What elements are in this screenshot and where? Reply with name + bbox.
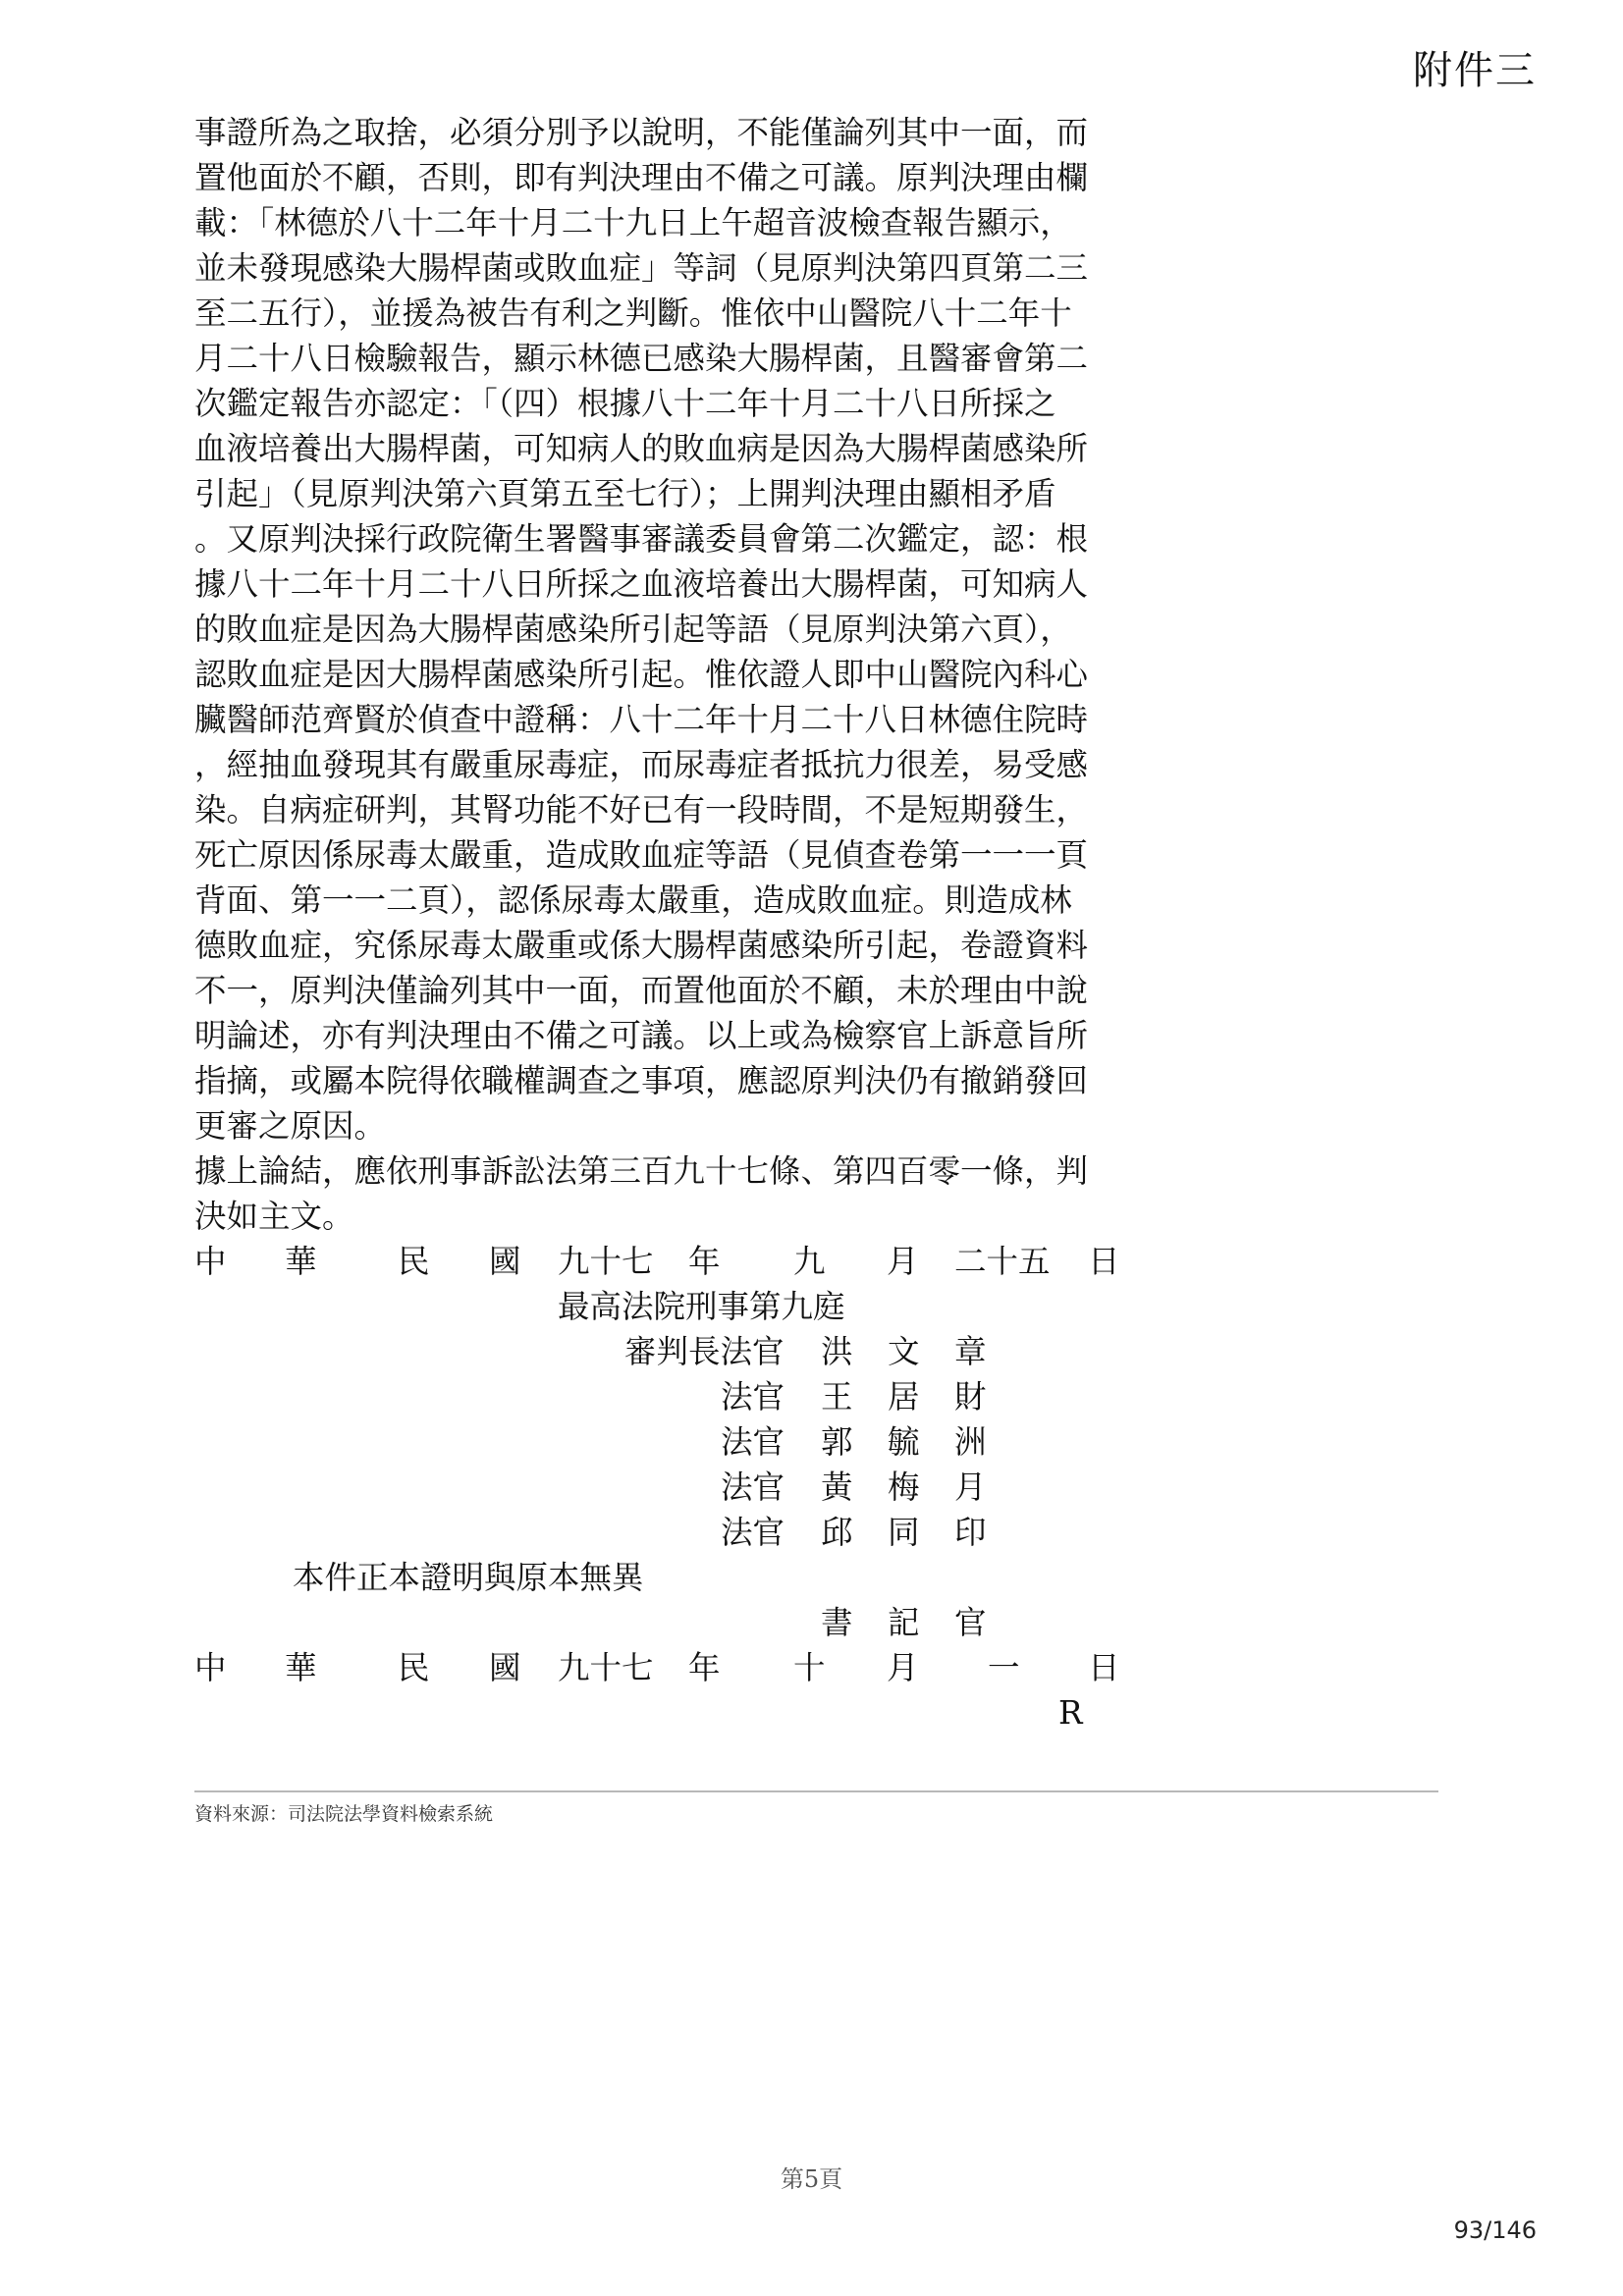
text-line: 至二五行），並援為被告有利之判斷。惟依中山醫院八十二年十	[194, 294, 1072, 332]
text-line: 不一，原判決僅論列其中一面，而置他面於不顧，未於理由中說	[194, 972, 1089, 1009]
date1-char: 國	[489, 1243, 521, 1280]
judge-name-char: 財	[954, 1378, 987, 1415]
text-line: 認敗血症是因大腸桿菌感染所引起。惟依證人即中山醫院內科心	[194, 656, 1089, 693]
clerk-char: 官	[954, 1604, 987, 1641]
judge-name-char: 同	[888, 1514, 920, 1551]
date1-month: 九	[793, 1243, 826, 1280]
judgment-body	[194, 110, 1122, 1735]
date1-day: 二十五	[954, 1243, 1051, 1280]
text-line: 明論述，亦有判決理由不備之可議。以上或為檢察官上訴意旨所	[194, 1017, 1089, 1054]
footer-divider	[194, 1790, 1438, 1792]
date1-char: 日	[1088, 1243, 1120, 1280]
source-note: 資料來源：司法院法學資料檢索系統	[194, 1803, 494, 1825]
judge-name-char: 印	[954, 1514, 987, 1551]
text-line: 死亡原因係尿毒太嚴重，造成敗血症等語（見偵查卷第一一一頁	[194, 836, 1089, 874]
date1-char: 中	[194, 1243, 227, 1280]
certification-line	[194, 1555, 1122, 1600]
mark-letter: R	[1058, 1694, 1083, 1732]
judgment-text	[194, 110, 1122, 1239]
date2-year: 九十七	[558, 1649, 654, 1686]
text-line: 。又原判決採行政院衛生署醫事審議委員會第二次鑑定，認：根	[194, 520, 1089, 558]
text-line: 血液培養出大腸桿菌，可知病人的敗血病是因為大腸桿菌感染所	[194, 430, 1089, 467]
certification-text: 本件正本證明與原本無異	[293, 1559, 644, 1596]
judge-title: 法官	[721, 1468, 785, 1506]
page-label: 第5頁	[780, 2165, 843, 2193]
date1-char: 月	[887, 1243, 919, 1280]
date1-char: 華	[285, 1243, 317, 1280]
clerk-char: 書	[821, 1604, 853, 1641]
text-line: 載：「林德於八十二年十月二十九日上午超音波檢查報告顯示，	[194, 204, 1072, 241]
judge-name-char: 郭	[821, 1423, 853, 1461]
judge-title: 法官	[721, 1514, 785, 1551]
text-line: 染。自病症研判，其腎功能不好已有一段時間，不是短期發生，	[194, 791, 1089, 828]
judge-name-char: 章	[954, 1333, 987, 1370]
court-line	[194, 1284, 1122, 1329]
judge-name-char: 月	[954, 1468, 987, 1506]
judge-name-char: 黃	[821, 1468, 853, 1506]
mark-line	[194, 1690, 1122, 1735]
text-line: 據八十二年十月二十八日所採之血液培養出大腸桿菌，可知病人	[194, 565, 1089, 603]
court-name: 最高法院刑事第九庭	[558, 1288, 845, 1325]
date1-year: 九十七	[558, 1243, 654, 1280]
date2-char: 日	[1088, 1649, 1120, 1686]
text-line: 背面、第一一二頁），認係尿毒太嚴重，造成敗血症。則造成林	[194, 881, 1072, 919]
text-line: 次鑑定報告亦認定：「（四）根據八十二年十月二十八日所採之	[194, 385, 1056, 422]
judge-name-char: 居	[888, 1378, 920, 1415]
text-line: 事證所為之取捨，必須分別予以說明，不能僅論列其中一面，而	[194, 114, 1089, 151]
date2-char: 中	[194, 1649, 227, 1686]
date1-char: 年	[688, 1243, 721, 1280]
date2-char: 月	[887, 1649, 919, 1686]
text-line: 月二十八日檢驗報告，顯示林德已感染大腸桿菌，且醫審會第二	[194, 340, 1089, 377]
judge-row	[194, 1374, 1122, 1419]
text-line: 臟醫師范齊賢於偵查中證稱：八十二年十月二十八日林德住院時	[194, 701, 1089, 738]
judge-title: 審判長法官	[624, 1333, 784, 1370]
judge-name-char: 文	[888, 1333, 920, 1370]
date1-char: 民	[398, 1243, 430, 1280]
date2-char: 民	[398, 1649, 430, 1686]
text-line: 置他面於不顧，否則，即有判決理由不備之可議。原判決理由欄	[194, 159, 1089, 196]
text-line: 引起」（見原判決第六頁第五至七行）；上開判決理由顯相矛盾	[194, 475, 1056, 512]
judge-row	[194, 1419, 1122, 1465]
clerk-line	[194, 1600, 1122, 1645]
text-line: ，經抽血發現其有嚴重尿毒症，而尿毒症者抵抗力很差，易受感	[194, 746, 1089, 783]
date2-day: 一	[988, 1649, 1020, 1686]
page-count: 93/146	[1453, 2216, 1537, 2244]
date2-char: 年	[688, 1649, 721, 1686]
date-line-2	[194, 1645, 1122, 1690]
judge-name-char: 洲	[954, 1423, 987, 1461]
judge-row	[194, 1465, 1122, 1510]
clerk-char: 記	[888, 1604, 920, 1641]
date2-month: 十	[793, 1649, 826, 1686]
text-line: 的敗血症是因為大腸桿菌感染所引起等語（見原判決第六頁），	[194, 611, 1072, 648]
text-line: 指摘，或屬本院得依職權調查之事項，應認原判決仍有撤銷發回	[194, 1062, 1089, 1099]
text-line: 德敗血症，究係尿毒太嚴重或係大腸桿菌感染所引起，卷證資料	[194, 927, 1089, 964]
judge-name-char: 王	[821, 1378, 853, 1415]
text-line: 並未發現感染大腸桿菌或敗血症」等詞（見原判決第四頁第二三	[194, 249, 1089, 287]
judge-name-char: 毓	[888, 1423, 920, 1461]
judge-name-char: 邱	[821, 1514, 853, 1551]
date2-char: 華	[285, 1649, 317, 1686]
text-line: 更審之原因。	[194, 1107, 387, 1145]
text-line: 據上論結，應依刑事訴訟法第三百九十七條、第四百零一條，判	[194, 1152, 1089, 1190]
judge-title: 法官	[721, 1378, 785, 1415]
judge-name-char: 洪	[821, 1333, 853, 1370]
judge-row	[194, 1329, 1122, 1374]
judge-title: 法官	[721, 1423, 785, 1461]
judge-name-char: 梅	[888, 1468, 920, 1506]
text-line: 決如主文。	[194, 1198, 354, 1235]
annex-label: 附件三	[1413, 48, 1537, 93]
date2-char: 國	[489, 1649, 521, 1686]
date-line-1	[194, 1239, 1122, 1284]
judge-row	[194, 1510, 1122, 1555]
